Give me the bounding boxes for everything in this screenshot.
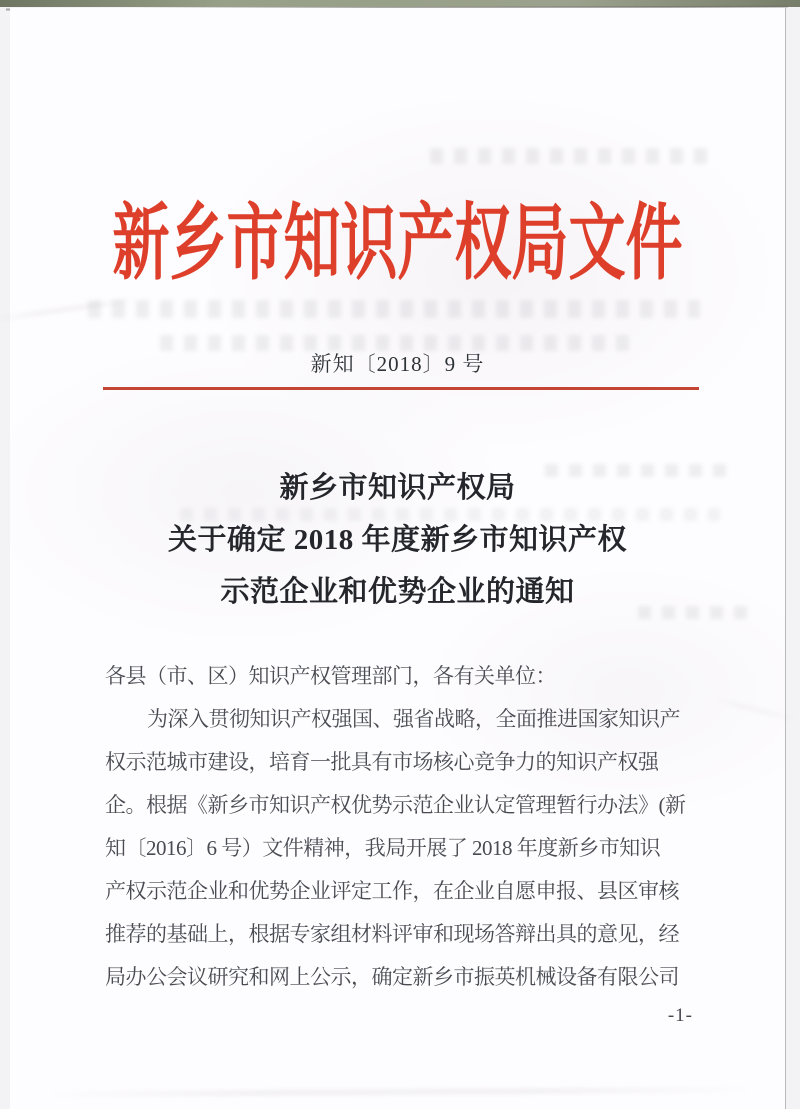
notice-title-line1: 新乡市知识产权局	[279, 472, 516, 504]
paper-right-edge	[785, 8, 786, 1109]
paragraph-line: 企。根据《新乡市知识产权优势示范企业认定管理暂行办法》(新	[105, 793, 686, 817]
paper-crease	[40, 1087, 760, 1096]
notice-title-line3: 示范企业和优势企业的通知	[220, 576, 575, 608]
notice-body	[105, 655, 707, 999]
notice-title	[10, 462, 785, 618]
red-header-title: 新乡市知识产权局文件	[112, 198, 683, 291]
paragraph-line: 知〔2016〕6 号）文件精神，我局开展了 2018 年度新乡市知识	[105, 836, 661, 860]
paragraph-line: 权示范城市建设，培育一批具有市场核心竞争力的知识产权强	[105, 750, 659, 774]
paragraph-line: 产权示范企业和优势企业评定工作，在企业自愿申报、县区审核	[105, 879, 679, 903]
notice-paragraph	[105, 698, 707, 999]
document-number: 新知〔2018〕9 号	[310, 352, 485, 376]
paragraph-line: 为深入贯彻知识产权强国、强省战略，全面推进国家知识产	[147, 707, 680, 731]
notice-title-line2: 关于确定 2018 年度新乡市知识产权	[167, 524, 627, 556]
document-paper	[10, 8, 785, 1109]
bleedthrough-smudge	[430, 148, 710, 164]
red-divider-rule	[103, 387, 699, 390]
bleedthrough-smudge	[88, 300, 700, 318]
paragraph-line: 推荐的基础上，根据专家组材料评审和现场答辩出具的意见，经	[105, 922, 679, 946]
salutation-line: 各县（市、区）知识产权管理部门，各有关单位：	[105, 664, 556, 688]
page-number: -1-	[667, 1005, 693, 1026]
paragraph-line: 局办公会议研究和网上公示，确定新乡市振英机械设备有限公司	[105, 965, 679, 989]
